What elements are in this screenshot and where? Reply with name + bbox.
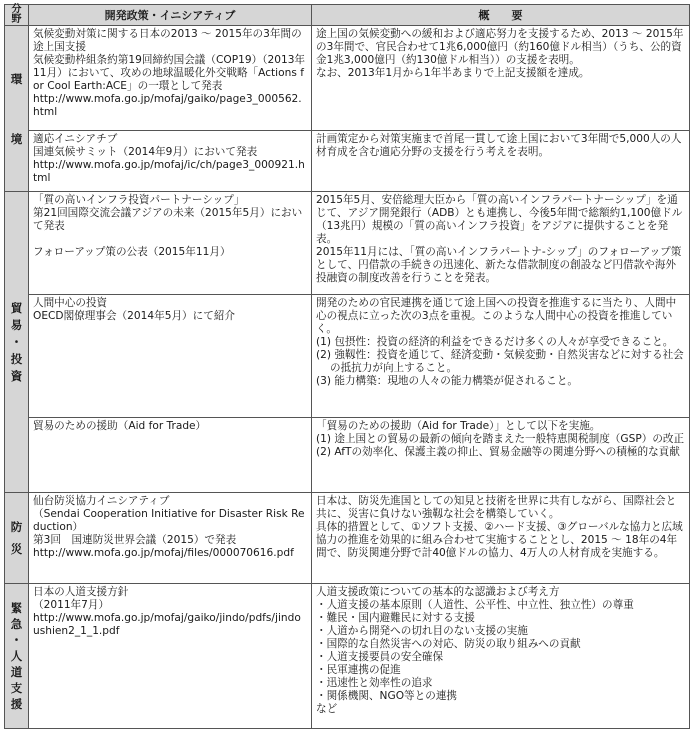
list-item: ・人道から開発への切れ目のない支援の実施: [316, 625, 528, 637]
header-row: [5, 5, 690, 26]
summary-cell: 途上国の気候変動への緩和および適応努力を支援するため、2013 ～ 2015年の3年間で、官民合わせて1兆6,000億円（約160億ドル相当）（うち、公的資金1兆3,000億円（約130億ドル相当））の支援を表明。 なお、2013年1月から1年半あまりで上記支援額を達成。: [312, 26, 690, 131]
table-row: [5, 295, 690, 418]
summary-cell: 日本は、防災先進国としての知見と技術を世界に共有しながら、国際社会と共に、災害に負けない強靱な社会を構築していく。 具体的措置として、①ソフト支援、②ハード支援、③グローバルな協力と広域協力の推進を効果的に組み合わせて実施することとし、2015 ～ 18年の4年間で、防災関連分野で計40億ドルの協力、4万人の人材育成を実施する。: [312, 493, 690, 584]
summary-cell: 開発のための官民連携を通じて途上国への投資を推進するに当たり、人間中心の視点に立った次の3点を重視。このような人間中心の投資を推進していく。 (1) 包摂性：投資の経済的利益をできるだけ多くの人々が享受できること。 (2) 強靱性：投資を通じて、経済変動・気候変動・自然災害などに対する社会の抵抗力が向上すること。 (3) 能力構築：現地の人々の能力構築が促されること。: [312, 295, 690, 418]
policy-cell: 「質の高いインフラ投資パートナーシップ」 第21回国際交流会議アジアの未来（2015年5月）において発表 フォローアップ策の公表（2015年11月）: [29, 192, 312, 295]
list-item: (3) 能力構築：現地の人々の能力構築が促されること。: [316, 375, 579, 387]
list-item: ・民軍連携の促進: [316, 664, 401, 676]
category-environment: 環 境: [5, 26, 29, 192]
policy-url[interactable]: http://www.mofa.go.jp/mofaj/gaiko/jindo/pdfs/jindoushien2_1_1.pdf: [33, 612, 301, 637]
header-category-char: 野: [11, 14, 22, 25]
policy-cell: 適応イニシアチブ 国連気候サミット（2014年9月）において発表 http://www.mofa.go.jp/mofaj/ic/ch/page3_000921.html: [29, 131, 312, 192]
policy-table: [4, 4, 690, 729]
policy-cell: 日本の人道支援方針 （2011年7月） http://www.mofa.go.jp/mofaj/gaiko/jindo/pdfs/jindoushien2_1_1.pdf: [29, 584, 312, 729]
summary-cell: 2015年5月、安倍総理大臣から「質の高いインフラパートナーシップ」を通じて、アジア開発銀行（ADB）とも連携し、今後5年間で総額約1,100億ドル（13兆円）規模の「質の高いインフラ投資」をアジアに提供することを発表。 2015年11月には、「質の高いインフラパートナ-シップ」のフォローアップ策として、円借款の手続きの迅速化、新たな借款制度の創設など円借款や海外投融資の制度改善を行うことを発表。: [312, 192, 690, 295]
list-item: (2) 強靱性：投資を通じて、経済変動・気候変動・自然災害などに対する社会の抵抗力が向上すること。: [316, 349, 684, 374]
list-item: ・人道支援の基本原則（人道性、公平性、中立性、独立性）の尊重: [316, 599, 634, 611]
policy-cell: 人間中心の投資 OECD閣僚理事会（2014年5月）にて紹介: [29, 295, 312, 418]
policy-cell: 貿易のための援助（Aid for Trade）: [29, 418, 312, 493]
policy-cell: 気候変動対策に関する日本の2013 ～ 2015年の3年間の途上国支援 気候変動枠組条約第19回締約国会議（COP19）（2013年11月）において、攻めの地球温暖化外交戦略「Actions for Cool Earth:ACE」の一環として発表 http://www.mofa.go.jp/mofaj/gaiko/page3_000562.html: [29, 26, 312, 131]
list-item: ・国際的な自然災害への対応、防災の取り組みへの貢献: [316, 638, 581, 650]
category-trade-investment: 貿 易 ・ 投 資: [5, 192, 29, 493]
table-row: [5, 192, 690, 295]
policy-url[interactable]: http://www.mofa.go.jp/mofaj/files/000070616.pdf: [33, 547, 294, 559]
summary-cell: 「貿易のための援助（Aid for Trade）」として以下を実施。 (1) 途上国との貿易の最新の傾向を踏まえた一般特恵関税制度（GSP）の改正 (2) AfTの効率化、保護主義の抑止、貿易金融等の関連分野への積極的な貢献: [312, 418, 690, 493]
category-disaster-prevention: 防 災: [5, 493, 29, 584]
list-item: ・難民・国内避難民に対する支援: [316, 612, 475, 624]
list-item: ・人道支援要員の安全確保: [316, 651, 444, 663]
list-item: (1) 途上国との貿易の最新の傾向を踏まえた一般特恵関税制度（GSP）の改正: [316, 433, 685, 445]
summary-cell: 計画策定から対策実施まで首尾一貫して途上国において3年間で5,000人の人材育成を含む適応分野の支援を行う考えを表明。: [312, 131, 690, 192]
table-row: [5, 131, 690, 192]
policy-url[interactable]: http://www.mofa.go.jp/mofaj/ic/ch/page3_000921.html: [33, 159, 305, 184]
table-row: [5, 584, 690, 729]
list-item: (2) AfTの効率化、保護主義の抑止、貿易金融等の関連分野への積極的な貢献: [316, 446, 680, 458]
policy-cell: 仙台防災協力イニシアティブ （Sendai Cooperation Initiative for Disaster Risk Reduction） 第3回 国連防災世界会議（2015）で発表 http://www.mofa.go.jp/mofaj/files/000070616.pdf: [29, 493, 312, 584]
list-item: (1) 包摂性：投資の経済的利益をできるだけ多くの人々が享受できること。: [316, 336, 674, 348]
summary-cell: 人道支援政策についての基本的な認識および考え方 ・人道支援の基本原則（人道性、公平性、中立性、独立性）の尊重 ・難民・国内避難民に対する支援 ・人道から開発への切れ目のない支援の実施 ・国際的な自然災害への対応、防災の取り組みへの貢献 ・人道支援要員の安全確保 ・民軍連携の促進 ・迅速性と効率性の追求 ・関係機関、NGO等との連携 など: [312, 584, 690, 729]
table-row: [5, 493, 690, 584]
list-item: ・関係機関、NGO等との連携: [316, 690, 458, 702]
header-policy: 開発政策・イニシアティブ: [29, 5, 312, 26]
category-emergency-humanitarian: 緊 急 ・ 人 道 支 援: [5, 584, 29, 729]
table-row: [5, 418, 690, 493]
header-summary: 概 要: [312, 5, 690, 26]
header-category-char: 分: [11, 4, 22, 15]
policy-url[interactable]: http://www.mofa.go.jp/mofaj/gaiko/page3_000562.html: [33, 93, 302, 118]
list-item: ・迅速性と効率性の追求: [316, 677, 433, 689]
table-row: [5, 26, 690, 131]
header-category: [5, 5, 29, 26]
list-item: など: [316, 703, 338, 715]
